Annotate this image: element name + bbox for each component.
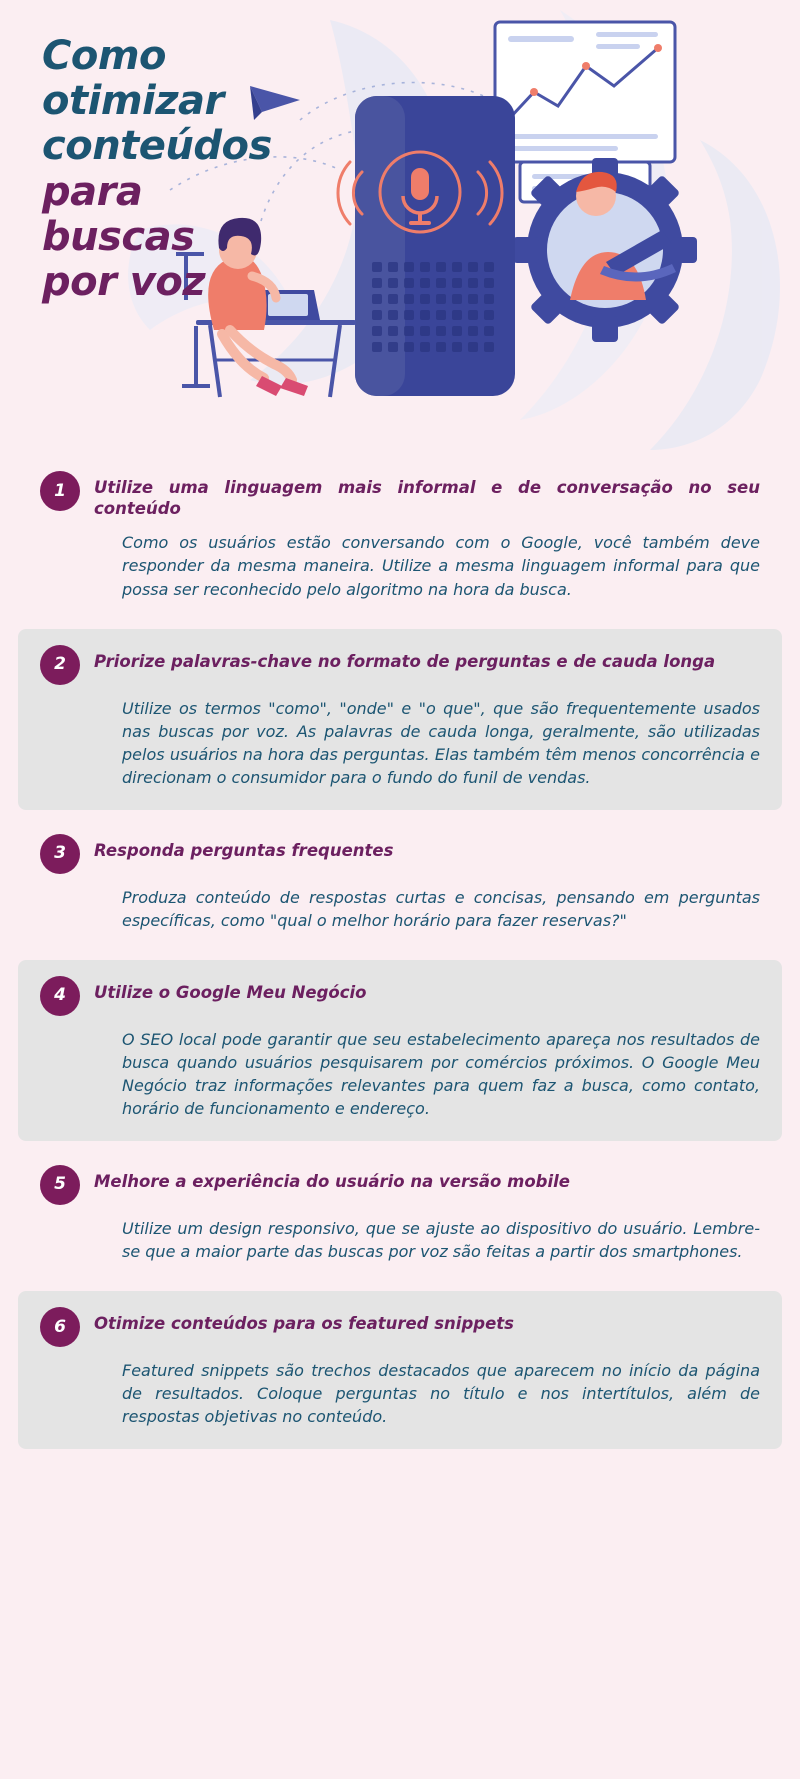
tip-item-2 — [18, 629, 782, 810]
title-line-4: para — [42, 168, 143, 215]
title-line-6: por voz — [42, 258, 206, 305]
tip-body: Featured snippets são trechos destacados que aparecem no início da página de resultados. Coloque perguntas no título e nos intertítulos, além de respostas objetivas no conteúdo. — [122, 1361, 760, 1427]
tips-list — [0, 455, 800, 1481]
title-line-2: otimizar — [42, 78, 224, 125]
title-line-1: Como — [42, 33, 166, 79]
tip-header — [40, 836, 760, 874]
title-line-3: conteúdos — [42, 123, 272, 170]
tip-body: Utilize os termos "como", "onde" e "o que", que são frequentemente usados nas buscas por voz. As palavras de cauda longa, geralmente, são utilizadas pelos usuários na hora das perguntas. Elas também têm menos concorrência e direcionam o consumidor para o fundo do funil de vendas. — [122, 698, 760, 788]
tip-body: Utilize um design responsivo, que se ajuste ao dispositivo do usuário. Lembre-se que a maior parte das buscas por voz são feitas a partir dos smartphones. — [122, 1218, 760, 1261]
tip-item-4 — [18, 960, 782, 1141]
tip-title: Otimize conteúdos para os featured snippets — [94, 1314, 514, 1334]
tip-number-badge: 5 — [40, 1165, 80, 1205]
tip-item-5 — [18, 1149, 782, 1283]
tip-body: Como os usuários estão conversando com o Google, você também deve responder da mesma maneira. Utilize a mesma linguagem informal para que possa ser reconhecido pelo algoritmo na hora da busca. — [122, 533, 760, 599]
tip-header — [40, 978, 760, 1016]
tip-body: O SEO local pode garantir que seu estabelecimento apareça nos resultados de busca quando usuários pesquisarem por comércios próximos. O Google Meu Negócio traz informações relevantes para quem faz a busca, como contato, horário de funcionamento e endereço. — [122, 1029, 760, 1119]
tip-header — [40, 647, 760, 685]
tip-number-badge: 3 — [40, 834, 80, 874]
tip-number-badge: 2 — [40, 645, 80, 685]
tip-title: Responda perguntas frequentes — [94, 840, 394, 860]
page-title — [42, 34, 372, 305]
tip-body: Produza conteúdo de respostas curtas e concisas, pensando em perguntas específicas, como "qual o melhor horário para fazer reservas?" — [122, 887, 760, 930]
tip-number-badge: 6 — [40, 1307, 80, 1347]
tip-header — [40, 1309, 760, 1347]
tip-title: Utilize o Google Meu Negócio — [94, 982, 367, 1002]
tip-item-3 — [18, 818, 782, 952]
tip-number-badge: 4 — [40, 976, 80, 1016]
tip-title: Melhore a experiência do usuário na versão mobile — [94, 1171, 570, 1191]
tip-header — [40, 1167, 760, 1205]
tip-header — [40, 473, 760, 519]
tip-number-badge: 1 — [40, 471, 80, 511]
tip-item-1 — [18, 455, 782, 621]
tip-title: Utilize uma linguagem mais informal e de conversação no seu conteúdo — [94, 478, 760, 519]
tip-title: Priorize palavras-chave no formato de perguntas e de cauda longa — [94, 651, 716, 671]
gear-with-person — [513, 158, 697, 342]
title-line-5: buscas — [42, 213, 195, 260]
hero-banner — [0, 0, 800, 455]
tip-item-6 — [18, 1291, 782, 1449]
